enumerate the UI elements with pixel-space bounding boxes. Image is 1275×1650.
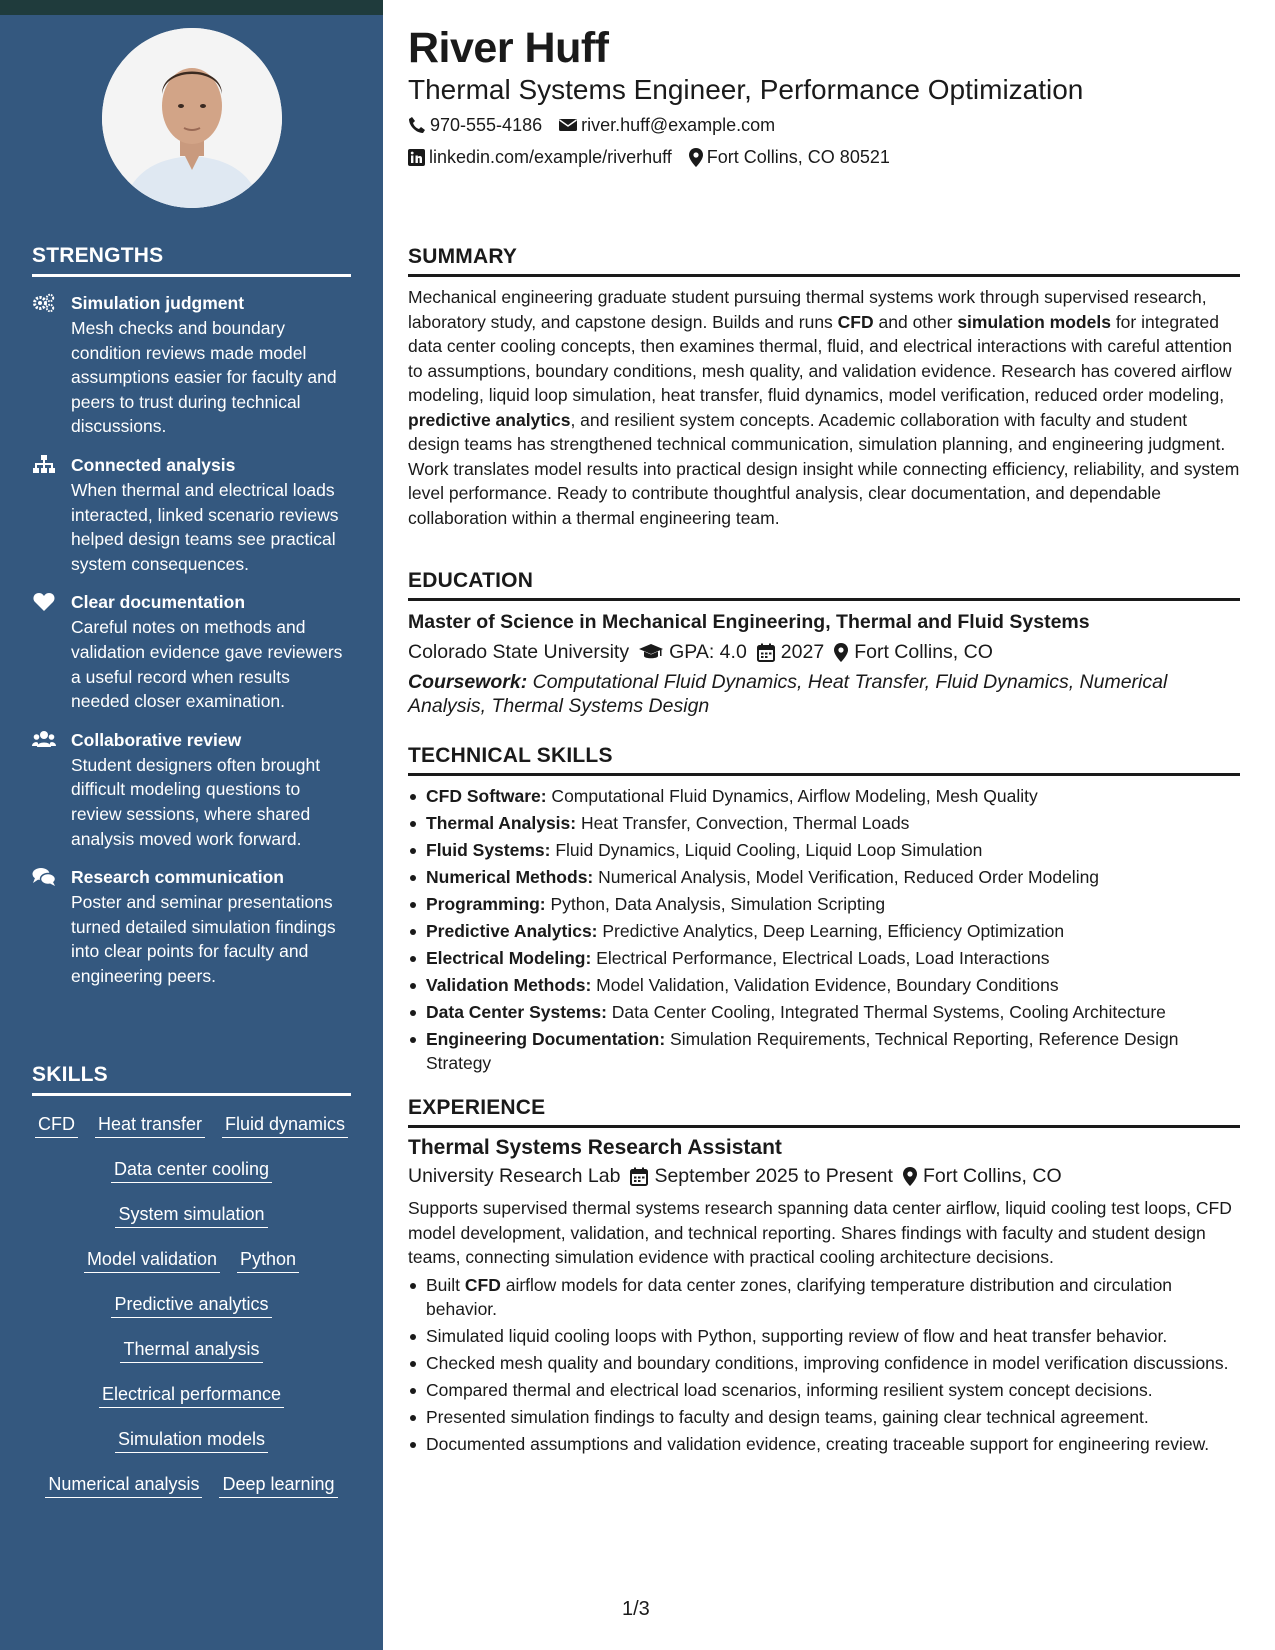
summary-section [408,244,1240,530]
skill-tag: System simulation [115,1202,267,1228]
coursework [408,670,1240,718]
degree-title: Master of Science in Mechanical Engineering, Thermal and Fluid Systems [408,611,1090,633]
sidebar [0,0,383,1650]
skill-values: Model Validation, Validation Evidence, Boundary Conditions [591,975,1059,995]
education-heading: EDUCATION [408,568,1240,601]
skill-values: Fluid Dynamics, Liquid Cooling, Liquid Loop Simulation [550,840,983,860]
map-pin-icon [689,148,703,167]
skill-row [32,1329,351,1374]
list-item [408,919,1240,943]
list-item: Documented assumptions and validation evidence, creating traceable support for engineering review. [408,1432,1240,1456]
calendar-icon [630,1167,648,1186]
list-item [408,784,1240,808]
contact-row [408,113,775,137]
linkedin-icon [408,149,425,166]
strength-description: Mesh checks and boundary condition reviews made model assumptions easier for faculty and peers to trust during technical discussions. [71,318,337,437]
education-section [408,568,1240,718]
email-address: river.huff@example.com [581,115,776,135]
bullet-text: airflow models for data center zones, clarifying temperature distribution and circulation behavior. [426,1274,1173,1319]
summary-highlight: predictive analytics [408,409,571,430]
map-pin-icon [834,643,848,662]
skill-row [32,1239,351,1284]
phone-icon [408,116,426,134]
skill-tag: Fluid dynamics [222,1112,348,1138]
email-contact[interactable] [559,113,775,137]
experience-section [408,1095,1240,1459]
linkedin-contact[interactable] [408,145,672,169]
job-dates-item [630,1162,893,1190]
education-location-item [834,638,993,666]
job-meta [408,1162,1240,1190]
linkedin-url: linkedin.com/example/riverhuff [429,147,672,167]
coursework-list: Computational Fluid Dynamics, Heat Transfer, Fluid Dynamics, Numerical Analysis, Thermal Systems Design [408,671,1168,717]
list-item [408,838,1240,862]
summary-text-part: for integrated data center cooling concepts, then examines thermal, fluid, and electrical interactions with careful attention to assumptions, boundary conditions, mesh quality, and validation evidence. Research has covered airflow modeling, liquid loop simulation, heat transfer, fluid dynamics, model verification, reduced order modeling, [408,311,1232,405]
skill-tag: Thermal analysis [120,1337,262,1363]
strength-title: Connected analysis [71,454,236,475]
skill-row [32,1374,351,1419]
job-location: Fort Collins, CO [922,1165,1062,1187]
contact-row [408,145,890,169]
map-pin-icon [903,1167,917,1186]
strength-item [32,590,351,713]
skill-values: Numerical Analysis, Model Verification, Reduced Order Modeling [593,867,1100,887]
summary-highlight: CFD [837,311,874,332]
skill-tag: CFD [35,1112,78,1138]
job-dates: September 2025 to Present [654,1165,893,1187]
candidate-name: River Huff [408,24,609,72]
technical-skills-section [408,743,1240,1078]
strength-description: Careful notes on methods and validation evidence gave reviewers a useful record when results needed closer examination. [71,617,343,712]
skill-tag: Numerical analysis [45,1472,202,1498]
list-item [408,1273,1240,1322]
skill-tag: Electrical performance [99,1382,284,1408]
graduation-year-item [757,638,824,666]
job-description: Supports supervised thermal systems research spanning data center airflow, liquid cooling test loops, CFD model development, validation, and technical reporting. Shares findings with faculty and student design teams, connecting simulation evidence with practical cooling architecture decisions. [408,1198,1232,1267]
strength-description: Student designers often brought difficult modeling questions to review sessions, where shared analysis moved work forward. [71,754,321,849]
skill-values: Heat Transfer, Convection, Thermal Loads [576,813,910,833]
job-achievements [408,1273,1240,1457]
list-item [408,811,1240,835]
summary-text-part: Mechanical engineering graduate student pursuing thermal systems work through supervised research, laboratory study, and capstone design. Builds and runs [408,287,1207,332]
technical-skills-list [408,784,1240,1076]
skill-values: Python, Data Analysis, Simulation Scripting [545,894,886,914]
skill-category: Fluid Systems: [426,840,551,860]
strength-description: Poster and seminar presentations turned detailed simulation findings into clear points for faculty and engineering peers. [71,892,336,986]
employer-name: University Research Lab [408,1165,621,1187]
strength-title: Simulation judgment [71,293,245,313]
gpa-value: GPA: 4.0 [669,641,747,663]
skill-category: Electrical Modeling: [426,948,592,968]
location-contact [689,145,890,169]
skills-heading: SKILLS [32,1063,351,1096]
bullet-text: Built [426,1274,465,1295]
skill-row [32,1464,351,1509]
skill-category: Thermal Analysis: [426,813,577,833]
coursework-label: Coursework: [408,671,528,693]
gpa-item [639,638,747,666]
users-icon [32,729,56,751]
list-item: Presented simulation findings to faculty and design teams, gaining clear technical agreement. [408,1405,1240,1429]
calendar-icon [757,643,775,662]
list-item [408,892,1240,916]
summary-highlight: simulation models [957,311,1111,332]
strength-item [32,291,351,439]
skill-category: Data Center Systems: [426,1002,607,1022]
strength-item [32,453,351,576]
summary-text [408,285,1240,530]
school-name: Colorado State University [408,641,630,663]
phone-contact[interactable] [408,113,542,137]
experience-heading: EXPERIENCE [408,1095,1240,1128]
avatar [102,28,282,208]
education-meta [408,638,1240,666]
skill-category: Numerical Methods: [426,867,594,887]
comments-icon [32,866,56,888]
graduation-cap-icon [639,643,663,661]
graduation-year: 2027 [780,641,825,663]
strengths-heading: STRENGTHS [32,244,351,277]
skill-row [32,1149,351,1194]
heart-icon [32,591,56,613]
technical-skills-heading: TECHNICAL SKILLS [408,743,1240,776]
sidebar-top-band [0,0,383,15]
skill-category: CFD Software: [426,786,547,806]
skill-values: Predictive Analytics, Deep Learning, Efficiency Optimization [597,921,1065,941]
list-item [408,973,1240,997]
skill-tag: Predictive analytics [111,1292,271,1318]
list-item: Checked mesh quality and boundary conditions, improving confidence in model verification discussions. [408,1351,1240,1375]
skill-tag: Simulation models [115,1427,268,1453]
skill-row [32,1284,351,1329]
job-title: Thermal Systems Research Assistant [408,1136,782,1159]
skills-tags [32,1104,351,1509]
skill-category: Engineering Documentation: [426,1029,666,1049]
skill-values: Electrical Performance, Electrical Loads, Load Interactions [591,948,1050,968]
skill-tag: Model validation [84,1247,220,1273]
profile-photo [102,28,282,208]
list-item [408,1027,1240,1076]
job-headline: Thermal Systems Engineer, Performance Optimization [408,74,1084,105]
location-text: Fort Collins, CO 80521 [706,147,890,167]
skills-section [32,1063,351,1509]
skill-values: Data Center Cooling, Integrated Thermal Systems, Cooling Architecture [606,1002,1166,1022]
skill-values: Simulation Requirements, Technical Reporting, Reference Design Strategy [426,1029,1179,1074]
skill-tag: Data center cooling [111,1157,272,1183]
strength-description: When thermal and electrical loads interacted, linked scenario reviews helped design teams see practical system consequences. [71,479,339,574]
job-location-item [903,1162,1062,1190]
skill-row [32,1419,351,1464]
skill-values: Computational Fluid Dynamics, Airflow Modeling, Mesh Quality [546,786,1038,806]
list-item [408,1000,1240,1024]
skill-tag: Heat transfer [95,1112,205,1138]
skill-row [32,1194,351,1239]
strength-title: Research communication [71,867,284,888]
skill-tag: Deep learning [219,1472,337,1498]
summary-text-part: and other [873,311,958,332]
phone-number: 970-555-4186 [430,115,543,135]
skill-category: Predictive Analytics: [426,921,598,941]
gears-icon [32,292,56,314]
strength-title: Clear documentation [71,592,246,613]
page-number: 1/3 [622,1598,650,1620]
bullet-highlight: CFD [464,1274,501,1295]
skill-row [32,1104,351,1149]
skill-category: Programming: [426,894,546,914]
sitemap-icon [32,454,56,476]
list-item: Compared thermal and electrical load scenarios, informing resilient system concept decisions. [408,1378,1240,1402]
summary-text-part: , and resilient system concepts. Academic collaboration with faculty and student design teams has strengthened technical communication, simulation planning, and engineering judgment. Work translates model results into practical design insight while connecting efficiency, reliability, and system level performance. Ready to contribute thoughtful analysis, clear documentation, and dependable collaboration within a thermal engineering team. [408,409,1240,528]
skill-tag: Python [237,1247,299,1273]
summary-heading: SUMMARY [408,244,1240,277]
education-location: Fort Collins, CO [854,641,993,663]
list-item [408,865,1240,889]
list-item [408,946,1240,970]
envelope-icon [559,117,577,133]
strengths-section [32,244,351,988]
strength-title: Collaborative review [71,729,242,750]
list-item: Simulated liquid cooling loops with Python, supporting review of flow and heat transfer behavior. [408,1324,1240,1348]
strength-item [32,865,351,988]
skill-category: Validation Methods: [426,975,592,995]
strength-item [32,728,351,851]
